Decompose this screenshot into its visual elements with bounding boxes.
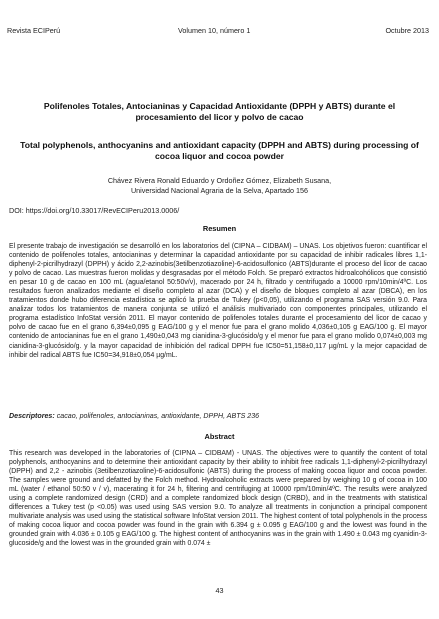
title-english: Total polyphenols, anthocyanins and antioxidant capacity (DPPH and ABTS) during processing of cocoa liquor and cocoa powder — [20, 140, 419, 161]
descriptores-text: cacao, polifenoles, antocianinas, antioxidante, DPPH, ABTS 236 — [54, 412, 260, 420]
journal-name: Revista ECIPerú — [7, 26, 61, 35]
journal-volume: Volumen 10, número 1 — [178, 26, 251, 35]
resumen-text: El presente trabajo de investigación se desarrolló en los laboratorios del (CIPNA – CIDBAM) – UNAS. Los objetivos fueron: cuantificar el contenido de polifenoles totales, antocianinas y determinar la capacidad antioxidante por su capacidad de inhibir radicales libres 1,1-diphenyl-2-picrilhydrazyl (DPPH) y ácido 2,2-azinobis(3etilbenzotiazoline)-6-acidosulfonico (ABTS)durante el proceso del licor de cacao y polvo de cacao. Las muestras fueron molidas y desgrasadas por el método Folch. Se preparó extractos hidroalcohólicos que consistió en pesar 10 g de cacao en 100 mL (agua/etanol 50:50v/v), macerado por 24 h, filtrado y centrifugado a 10000 rpm/10min/4ºC. Los resultados fueron analizados mediante el diseño completo al azar (DCA) y el diseño de bloques completo al azar (DBCA), en los tratamientos donde hubo diferencia estadística se aplicó la prueba de Tukey (p<0,05), utilizando el programa SAS versión 9.0. Para analizar todos los tratamientos de manera conjunta se utilizó el análisis multivariado con componentes principales, utilizando el programa estadístico InfoStat versión 2011. El mayor contenido de polifenoles totales durante el procesamiento del licor de cacao y polvo de cacao fue en el grano 6,394±0,095 g EAG/100 g y el menor fue para el grano molido 4,036±0,105 g EAG/100 g. El mayor contenido de antocianinas fue en el grano 1,490±0,043 mg cianidina-3-glucósido/g y el menor fue para el grano molido 0,074±0,003 mg cianidina-3-glucósido/g. y la mayor capacidad de inhibición del radical DPPH fue IC50=51,158±0,117 µg/mL y la mejor capacidad de inhibir del radical ABTS fue IC50=34,918±0,054 µg/mL. — [9, 243, 427, 359]
authors: Chávez Rivera Ronald Eduardo y Ordoñez Gómez, Elizabeth Susana, — [107, 176, 332, 185]
abstract-heading: Abstract — [204, 432, 235, 441]
descriptores-label: Descriptores: — [9, 412, 55, 420]
doi-line: DOI: https://doi.org/10.33017/RevECIPeru2013.0006/ — [9, 206, 180, 215]
title-spanish: Polifenoles Totales, Antocianinas y Capacidad Antioxidante (DPPH y ABTS) durante el procesamiento del licor y polvo de cacao — [43, 101, 396, 122]
author-block — [14, 176, 425, 196]
abstract-text: This research was developed in the laboratories of (CIPNA – CIDBAM) - UNAS. The objectives were to quantify the content of total polyphenols, anthocyanins and to determine their antioxidant capacity by their ability to inhibit free radicals 1,1-diphenyl-2-picrilhydrazyl (DPPH) and 2,2 - azinobis (3etilbenzotiazoline)-6-acidosulfonic (ABTS) during the process of making cocoa liquor and cocoa powder. The samples were ground and defatted by the Folch method. Hydroalcoholic extracts were prepared by weighing 10 g of cocoa in 100 mL (water / ethanol 50:50 v / v), macerating it for 24 h, filtering and centrifuging at 10000 rpm/10min/4ºC. The results were analyzed using a complete randomized design (CRD) and a complete randomized block design (CRBD), and in the treatments with statistical differences a Tukey test (p <0.05) was used using SAS version 9.0. To analyze all treatments in conjunction a principal component multivariate analysis was used using the statistical software InfoStat version 2011. The highest content of total polyphenols in the process of making cocoa liquor and cocoa powder was found in the grain with 6.394 g ± 0.095 g EAG/100 g and the lowest was found in the grounded grain with 4.036 ± 0.105 g EAG/100 g. The highest content of anthocyanins was in the grain with 1.490 ± 0.043 mg cyanidin-3-glucoside/g and the lowest was in the grounded grain with 0.074 ± — [9, 450, 428, 548]
journal-date: Octubre 2013 — [385, 26, 429, 35]
resumen-heading: Resumen — [202, 224, 237, 233]
page-number: 43 — [215, 586, 224, 595]
descriptores — [9, 412, 427, 420]
affiliation: Universidad Nacional Agraria de la Selva, Apartado 156 — [130, 186, 308, 195]
